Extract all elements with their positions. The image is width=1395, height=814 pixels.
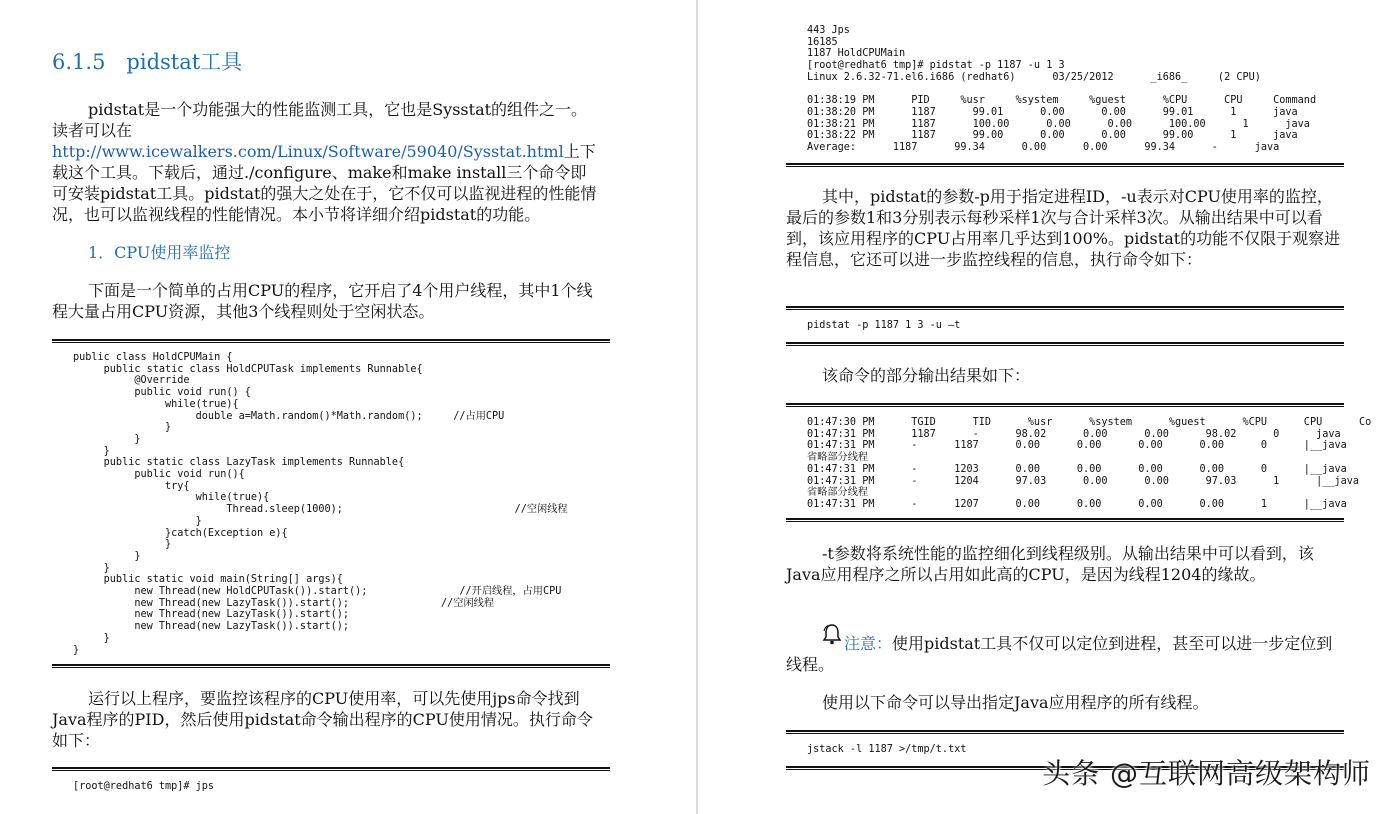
section-title: 6.1.5 pidstat工具	[52, 50, 243, 74]
thread-rule-bottom	[786, 518, 1344, 522]
intro-paragraph	[52, 99, 602, 225]
output-rule-bottom	[786, 163, 1344, 167]
thread-output-block: 01:47:30 PM TGID TID %usr %system %guest %CPU CPU Co 01:47:31 PM 1187 - 98.02 0.00 0.00 98.02 0 java 01:47:31 PM - 1187 0.00 0.00 0.00 0.00 0 |__java 省略部分线程 01:47:31 PM - 1203 0.00 0.00 0.00 0.00 0 |__java 01:47:31 PM - 1204 97.03 0.00 0.00 97.03 1 |__java 省略部分线程 01:47:31 PM - 1207 0.00 0.00 0.00 0.00 1 |__java	[807, 417, 1372, 510]
subsection-title: 1．CPU使用率监控	[88, 243, 231, 262]
thread-explain-paragraph: -t参数将系统性能的监控细化到线程级别。从输出结果中可以看到，该Java应用程序之所以占用如此高的CPU，是因为线程1204的缘故。	[786, 544, 1314, 584]
program-paragraph: 下面是一个简单的占用CPU的程序，它开启了4个用户线程，其中1个线程大量占用CPU资源，其他3个线程则处于空闲状态。	[52, 281, 593, 321]
cmd-rule-bottom	[786, 342, 1344, 346]
jps-code: [root@redhat6 tmp]# jps	[73, 781, 215, 792]
right-page	[698, 0, 1395, 814]
code-rule-top	[52, 339, 610, 343]
left-page	[0, 0, 696, 814]
java-code-block: public class HoldCPUMain { public static class HoldCPUTask implements Runnable{ @Override public void run() { while(true){ double a=Math.random()*Math.random(); //占用CPU } } } public static class LazyTask implements Runnable{ public void run(){ try{ while(true){ Thread.sleep(1000); //空闲线程 } }catch(Exception e){ } } } public static void main(String[] args){ new Thread(new HoldCPUTask()).start(); //开启线程，占用CPU new Thread(new LazyTask()).start(); //空闲线程 new Thread(new LazyTask()).start(); new Thread(new LazyTask()).start(); } }	[73, 352, 568, 656]
jstack-code: jstack -l 1187 >/tmp/t.txt	[807, 744, 967, 755]
partial-output-paragraph: 该命令的部分输出结果如下：	[822, 366, 1031, 385]
jps-rule-top	[52, 767, 610, 771]
thread-rule-top	[786, 403, 1344, 407]
intro-text-1: pidstat是一个功能强大的性能监测工具，它也是Sysstat的组件之一。读者可以在	[52, 100, 588, 140]
sysstat-link[interactable]: http://www.icewalkers.com/Linux/Software/59040/Sysstat.html	[52, 142, 564, 161]
code-rule-bottom	[52, 664, 610, 668]
explain-paragraph: 其中，pidstat的参数-p用于指定进程ID，-u表示对CPU使用率的监控，最后的参数1和3分别表示每秒采样1次与合计采样3次。从输出结果中可以看到，该应用程序的CPU占用率几乎达到100%。pidstat的功能不仅限于观察进程信息，它还可以进一步监控线程的信息，执行命令如下：	[786, 187, 1341, 269]
jstack-rule-top	[786, 730, 1344, 734]
watermark-text: 头条 @互联网高级架构师	[1042, 757, 1371, 790]
note-text: 使用pidstat工具不仅可以定位到进程，甚至可以进一步定位到线程。	[786, 634, 1333, 674]
pidstat-output-block: 443 Jps 16185 1187 HoldCPUMain [root@redhat6 tmp]# pidstat -p 1187 -u 1 3 Linux 2.6.32-71.el6.i686 (redhat6) 03/25/2012 _i686_ (2 CPU) 01:38:19 PM PID %usr %system %guest %CPU CPU Command 01:38:20 PM 1187 99.01 0.00 0.00 99.01 1 java 01:38:21 PM 1187 100.00 0.00 0.00 100.00 1 java 01:38:22 PM 1187 99.00 0.00 0.00 99.00 1 java Average: 1187 99.34 0.00 0.00 99.34 - java	[807, 25, 1317, 154]
run-paragraph: 运行以上程序，要监控该程序的CPU使用率，可以先使用jps命令找到Java程序的PID，然后使用pidstat命令输出程序的CPU使用情况。执行命令如下：	[52, 689, 593, 750]
pidstat-thread-cmd: pidstat -p 1187 1 3 -u –t	[807, 320, 961, 331]
jstack-paragraph: 使用以下命令可以导出指定Java应用程序的所有线程。	[822, 693, 1209, 712]
note-paragraph	[786, 633, 1342, 675]
intro-text-2: 上下载这个工具。下载后，通过./configure、make和make install三个命令即可安装pidstat工具。pidstat的强大之处在于，它不仅可以监视进程的性能情况，也可以监视线程的性能情况。本小节将详细介绍pidstat的功能。	[52, 142, 597, 224]
cmd-rule-top	[786, 306, 1344, 310]
note-label: 注意：	[844, 634, 893, 653]
